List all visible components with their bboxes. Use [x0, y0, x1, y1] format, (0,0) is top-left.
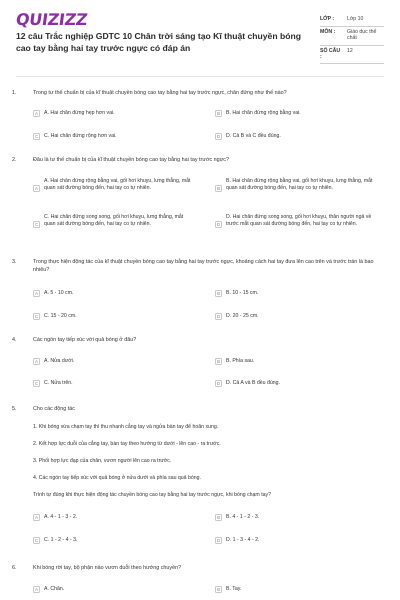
option-a[interactable] [33, 586, 183, 593]
option-letter: B [216, 111, 221, 116]
option-letter: D [216, 134, 221, 139]
question-text: Đâu là tư thế chuẩn bị của kĩ thuật chuyền bóng cao tay bằng hai tay trước ngực? [33, 157, 229, 163]
option-letter: C [34, 222, 39, 227]
option-letter: D [216, 538, 221, 543]
option-d[interactable] [215, 380, 385, 387]
option-text: C. Hai chân đứng song song, gối hơi khuỵu, lưng thẳng, mắt quan sát đường bóng đến, hai tay co tự nhiên. [44, 214, 184, 228]
question-text: Cho các động tác [33, 406, 75, 412]
option-letter: B [216, 587, 221, 592]
option-d[interactable] [215, 537, 385, 544]
question-text: Trong thực hiện động tác của kĩ thuật chuyền bóng cao tay bằng hai tay trước ngực, khoảng cách hai tay đưa lên cao trên và trước trán là bao nhiêu? [33, 259, 374, 273]
subject-label: MÔN : [320, 28, 336, 35]
option-c[interactable] [33, 133, 183, 140]
option-letter: A [34, 587, 39, 592]
question-text: Khi bóng rời tay, bộ phận nào vươn duỗi theo hướng chuyền? [33, 565, 182, 571]
quizizz-logo[interactable]: QUIZIZZ [14, 10, 89, 29]
grade-label: LỚP : [320, 16, 335, 22]
option-text: A. Hai chân đứng hẹp hơn vai. [44, 109, 115, 116]
option-b[interactable] [215, 514, 385, 521]
option-letter: A [34, 291, 39, 296]
count-label: SỐ CÂU : [320, 47, 341, 60]
option-a[interactable] [33, 290, 183, 297]
option-c[interactable] [33, 537, 183, 544]
option-b[interactable] [215, 586, 385, 593]
question-number: 4. [12, 337, 17, 343]
header-divider [16, 76, 384, 77]
grade-value: Lớp 10 [347, 16, 364, 22]
statement: 2. Kết hợp lực duỗi của cẳng tay, bàn tay theo hướng từ dưới - lên cao - ra trước. [33, 441, 221, 447]
question-number: 3. [12, 259, 17, 265]
option-text: B. Hai chân đứng rộng bằng vai, gối hơi khuỵu, lưng thẳng, mắt quan sát đường bóng đến, hai tay co tự nhiên. [226, 178, 373, 192]
question-number: 5. [12, 406, 17, 412]
header [0, 0, 400, 72]
option-letter: A [34, 359, 39, 364]
option-letter: D [216, 381, 221, 386]
option-letter: B [216, 291, 221, 296]
info-panel [320, 14, 384, 64]
option-a[interactable] [33, 178, 193, 193]
count-row [320, 46, 384, 64]
subject-row [320, 27, 384, 46]
option-text: C. Hai chân đứng rộng hơn vai. [44, 132, 117, 139]
option-c[interactable] [33, 313, 183, 320]
question-text: Các ngón tay tiếp xúc với quả bóng ở đâu? [33, 337, 137, 343]
subject-value: Giáo dục thể chất [347, 28, 377, 41]
option-text: D. 1 - 3 - 4 - 2. [226, 536, 260, 543]
option-a[interactable] [33, 514, 183, 521]
question-number: 1. [12, 90, 17, 96]
option-letter: A [34, 111, 39, 116]
option-a[interactable] [33, 110, 183, 117]
option-a[interactable] [33, 358, 183, 365]
option-letter: C [34, 381, 39, 386]
count-value: 12 [347, 47, 353, 54]
statement: 3. Phối hợp lực đạp của chân, vươn người lên cao ra trước. [33, 458, 172, 464]
statement: 4. Các ngón tay tiếp xúc với quả bóng ở nửa dưới và phía sau quả bóng. [33, 475, 201, 481]
option-letter: B [216, 359, 221, 364]
option-text: B. Phía sau. [226, 357, 255, 364]
option-letter: D [216, 222, 221, 227]
option-text: B. 10 - 15 cm. [226, 289, 259, 296]
option-b[interactable] [215, 178, 385, 193]
option-text: D. Hai chân đứng song song, gối hơi khuỵu, thân người ngả về trước mắt quan sát đường bóng đến, hai tay co tự nhiên. [226, 214, 372, 228]
option-text: B. Tay. [226, 585, 242, 592]
option-text: D. 20 - 25 cm. [226, 312, 259, 319]
option-b[interactable] [215, 110, 385, 117]
grade-row [320, 14, 384, 27]
option-d[interactable] [215, 214, 385, 229]
option-letter: A [34, 515, 39, 520]
sub-question: Trình tự đúng khi thực hiện động tác chuyền bóng cao tay bằng hai tay trước ngực, khi bóng chạm tay? [33, 492, 271, 498]
option-c[interactable] [33, 380, 183, 387]
option-text: D. Cả B và C đều đúng. [226, 132, 281, 139]
option-text: A. 5 - 10 cm. [44, 289, 74, 296]
option-d[interactable] [215, 313, 385, 320]
statement: 1. Khi bóng vừa chạm tay thì thu nhanh cẳng tay và ngửa bàn tay để hoãn xung. [33, 424, 219, 430]
option-text: A. Hai chân đứng rộng bằng vai, gối hơi khuỵu, lưng thẳng, mắt quan sát đường bóng đến, hai tay co tự nhiên. [44, 178, 191, 192]
option-letter: B [216, 186, 221, 191]
option-text: B. Hai chân đứng rộng bằng vai. [226, 109, 301, 116]
option-letter: B [216, 515, 221, 520]
option-b[interactable] [215, 290, 385, 297]
option-text: A. 4 - 1 - 3 - 2. [44, 513, 78, 520]
option-text: C. 1 - 2 - 4 - 3. [44, 536, 78, 543]
option-text: C. Nửa trên. [44, 379, 73, 386]
option-text: B. 4 - 1 - 2 - 3. [226, 513, 260, 520]
option-letter: A [34, 186, 39, 191]
question-number: 2. [12, 157, 17, 163]
option-text: A. Chân. [44, 585, 65, 592]
option-letter: C [34, 314, 39, 319]
option-letter: C [34, 134, 39, 139]
option-letter: C [34, 538, 39, 543]
option-d[interactable] [215, 133, 385, 140]
option-text: C. 15 - 20 cm. [44, 312, 77, 319]
option-letter: D [216, 314, 221, 319]
question-number: 6. [12, 565, 17, 571]
page-title: 12 câu Trắc nghiệp GDTC 10 Chân trời sáng tạo Kĩ thuật chuyền bóng cao tay bằng hai tay trước ngực có đáp án [16, 31, 301, 53]
option-b[interactable] [215, 358, 385, 365]
option-text: A. Nửa dưới. [44, 357, 75, 364]
question-text: Trong tư thế chuẩn bị của kĩ thuật chuyền bóng cao tay bằng hai tay trước ngực, chân đứng như thế nào? [33, 90, 287, 96]
option-c[interactable] [33, 214, 193, 229]
option-text: D. Cả A và B đều đúng. [226, 379, 280, 386]
